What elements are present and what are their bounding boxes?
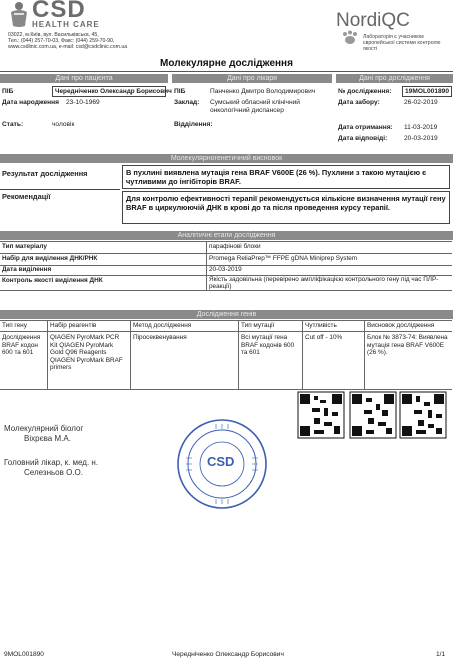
analytics-row-label: Дата виділення xyxy=(2,266,52,273)
csd-logo-mark-icon xyxy=(8,0,30,28)
page-title: Молекулярне дослідження xyxy=(160,58,293,69)
sample-number-label: № дослідження: xyxy=(338,88,392,95)
address-line: 03022, м.Київ, вул. Васильківська, 45, xyxy=(8,32,99,38)
patient-dob-label: Дата народження xyxy=(2,99,59,106)
genes-header: Метод дослідження xyxy=(133,322,192,329)
genes-header: Тип мутації xyxy=(241,322,275,329)
genes-table xyxy=(0,320,452,390)
clinic-stamp xyxy=(176,418,268,510)
patient-sex: чоловік xyxy=(52,121,75,128)
analytics-row-value: Якість задовільна (перевірено ампліфікацією контрольного гену під час ПЛР-реакції) xyxy=(209,276,439,290)
paw-icon xyxy=(340,30,362,46)
patient-name-box xyxy=(52,86,172,97)
result-label: Результат дослідження xyxy=(2,169,88,178)
sample-number-box xyxy=(402,86,452,97)
institution-label: Заклад: xyxy=(174,99,200,106)
address-line: Тел.: (044) 257-70-03, Факс: (044) 259-70-90, xyxy=(8,38,115,45)
analytics-row-label: Контроль якості виділення ДНК xyxy=(2,277,103,284)
biologist-role: Молекулярний біолог xyxy=(4,424,84,433)
footer-page: 1/1 xyxy=(436,651,446,658)
genes-header: Набір реагентів xyxy=(50,322,97,329)
address-line: www.csdlinic.com.ua, e-mail: csd@csdclinic.com.ua xyxy=(8,44,128,51)
reply-date: 20-03-2019 xyxy=(404,135,438,142)
footer-patient: Чередніченко Олександр Борисович xyxy=(172,651,284,658)
recommendations-text: Для контролю ефективності терапії рекомендується кількісне визначення мутації гену BRAF в циркулюючій ДНК в крові до та після проведення курсу терапії. xyxy=(126,194,446,212)
result-text: В пухлині виявлена мутація гена BRAF V600E (26 %). Пухлини з такою мутацією є чутливими до інгібіторів BRAF. xyxy=(126,168,427,186)
footer-code: 9MOL001890 xyxy=(4,651,44,658)
divider xyxy=(0,189,120,190)
patient-band: Дані про пацієнта xyxy=(0,74,168,83)
gene-conclusion: Блок № 3873-74: Виявлена мутація гена BRAF V600E (26 %). xyxy=(367,334,448,357)
received-date-label: Дата отримання: xyxy=(338,124,393,131)
stamp-text: CSD xyxy=(207,454,235,469)
gene-type: Дослідження BRAF кодон 600 та 601 xyxy=(2,334,41,357)
gene-mutation-type: Всі мутації гена BRAF кодонів 600 та 601 xyxy=(241,334,295,357)
sample-number: 19MOL001890 xyxy=(405,88,449,95)
gene-method: Піросеквенування xyxy=(133,334,187,341)
clinic-address xyxy=(8,32,168,51)
nordiqc-logo-text: NordiQC xyxy=(336,10,410,31)
recommendations-box xyxy=(122,191,450,224)
analytics-row-value: Promega ReliaPrep™ FFPE gDNA Miniprep System xyxy=(209,255,358,262)
chief-name: Селезньов О.О. xyxy=(24,468,83,477)
patient-name-label: ПІБ xyxy=(2,88,14,95)
collection-date-label: Дата забору: xyxy=(338,99,380,106)
patient-name: Чередніченко Олександр Борисович xyxy=(55,88,172,95)
department-label: Відділення: xyxy=(174,121,213,128)
genes-header: Висновок дослідження xyxy=(367,322,435,329)
analytics-band: Аналітичні етапи дослідження xyxy=(0,231,453,240)
genes-header: Чутливість xyxy=(305,322,337,329)
institution-line-1: Сумський обласний клінічний xyxy=(210,99,300,106)
analytics-row-value: парафінові блоки xyxy=(209,243,261,250)
collection-date: 26-02-2019 xyxy=(404,99,438,106)
biologist-name: Віхрєва М.А. xyxy=(24,434,71,443)
result-box xyxy=(122,165,450,189)
qr-codes-icon xyxy=(296,388,448,440)
genes-header: Тип гену xyxy=(2,322,27,329)
physician-name: Панченко Дмитро Володимирович xyxy=(210,88,316,95)
csd-logo xyxy=(8,0,128,32)
physician-name-label: ПІБ xyxy=(174,88,186,95)
genes-band: Дослідження генів xyxy=(0,310,453,319)
divider xyxy=(0,71,453,72)
recommendations-label: Рекомендації xyxy=(2,192,51,201)
chief-role: Головний лікар, к. мед. н. xyxy=(4,458,99,467)
patient-dob: 23-10-1969 xyxy=(66,99,100,106)
analytics-table xyxy=(0,241,452,291)
csd-logo-text: CSD xyxy=(32,0,86,23)
gene-sensitivity: Cut off - 10% xyxy=(305,334,343,341)
csd-logo-subtext: HEALTH CARE xyxy=(32,20,100,29)
patient-sex-label: Стать: xyxy=(2,121,24,128)
analytics-row-label: Набір для виділення ДНК/РНК xyxy=(2,255,98,262)
analytics-row-label: Тип матеріалу xyxy=(2,243,47,250)
conclusion-band: Молекулярногенетичний висновок xyxy=(0,154,453,163)
received-date: 11-03-2019 xyxy=(404,124,438,131)
institution-line-2: онкологічний диспансер xyxy=(210,107,284,114)
nordiqc-note: Лабораторія є учасником європейської системи контролю якості xyxy=(363,34,441,52)
analytics-row-value: 20-03-2019 xyxy=(209,266,242,273)
sample-band: Дані про дослідження xyxy=(336,74,453,83)
physician-band: Дані про лікаря xyxy=(172,74,332,83)
reply-date-label: Дата відповіді: xyxy=(338,135,388,142)
gene-kits: QIAGEN PyroMark PCR Kit QIAGEN PyroMark Gold Q96 Reagents QIAGEN PyroMark BRAF primers xyxy=(50,334,123,372)
